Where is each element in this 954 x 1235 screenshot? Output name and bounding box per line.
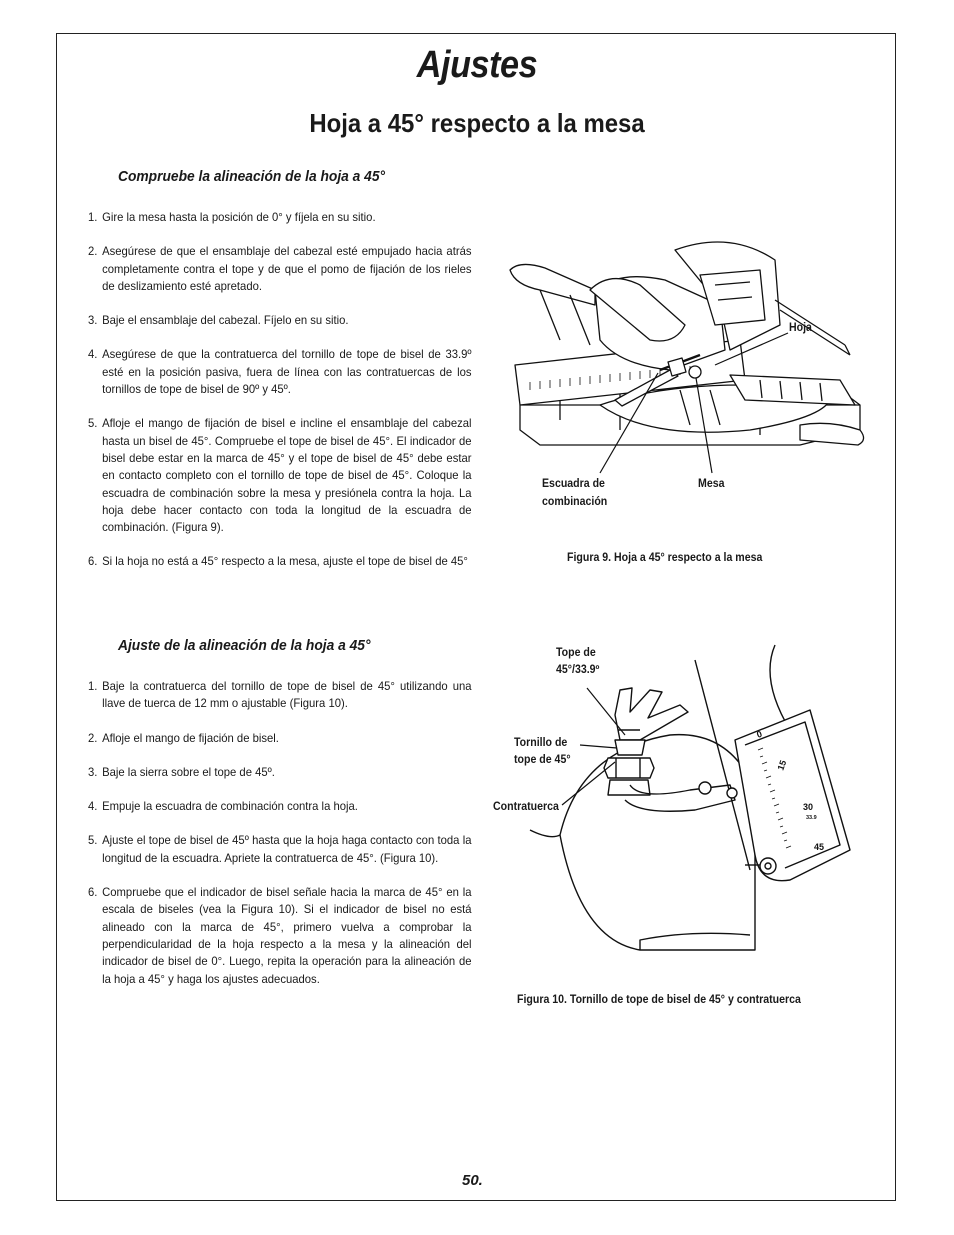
label-screw-line2: tope de 45° — [514, 754, 571, 766]
scale-label-33-9: 33.9 — [806, 815, 817, 821]
page-number: 50. — [462, 1172, 483, 1189]
section-heading-adjust: Ajuste de la alineación de la hoja a 45° — [118, 637, 371, 654]
list-item: 1. Baje la contratuerca del tornillo de tope de bisel de 45° utilizando una llave de tuerca de 12 mm o ajustable (Figura 10). — [88, 679, 472, 711]
scale-label-30: 30 — [803, 802, 814, 812]
adjust-steps-list — [88, 678, 472, 988]
figure-10-caption: Figura 10. Tornillo de tope de bisel de 45° y contratuerca — [517, 994, 801, 1006]
check-steps-list — [88, 209, 472, 571]
label-combination-square-line1: Escuadra de — [542, 478, 605, 490]
label-combination-square-line2: combinación — [542, 496, 608, 508]
scale-label-0: 0 — [755, 728, 764, 740]
list-item: 2. Afloje el mango de fijación de bisel. — [88, 730, 279, 745]
miter-saw-illustration — [500, 230, 870, 480]
list-item: 6. Compruebe que el indicador de bisel señale hacia la marca de 45° en la escala de biseles (vea la Figura 10). Si el indicador de bisel no está alineado con la marca de 45°, primero vuelva a comprobar la perpendicularidad de la hoja respecto a la mesa y la alineación del indicador de bisel de 0°. Luego, repita la operación para la alineación de la hoja a 45° y haga los ajustes adecuados. — [88, 885, 472, 986]
list-item: 4. Empuje la escuadra de combinación contra la hoja. — [88, 799, 358, 814]
scale-label-15: 15 — [775, 758, 789, 772]
list-item: 4. Asegúrese de que la contratuerca del tornillo de tope de bisel de 33.9º esté en la posición pasiva, fuera de línea con las contratuercas de los tornillos de tope de bisel de 90º y 45º. — [88, 347, 472, 397]
label-locknut: Contratuerca — [493, 801, 559, 813]
page-subtitle: Hoja a 45° respecto a la mesa — [309, 108, 645, 138]
list-item: 6. Si la hoja no está a 45° respecto a la mesa, ajuste el tope de bisel de 45° — [88, 554, 468, 569]
label-table: Mesa — [698, 478, 725, 490]
label-screw-line1: Tornillo de — [514, 737, 568, 749]
page-title: Ajustes — [416, 44, 538, 86]
label-blade: Hoja — [789, 322, 812, 334]
section-heading-check: Compruebe la alineación de la hoja a 45° — [118, 168, 386, 185]
figure-9-caption: Figura 9. Hoja a 45° respecto a la mesa — [567, 552, 763, 564]
list-item: 5. Ajuste el tope de bisel de 45º hasta que la hoja haga contacto con toda la longitud de la escuadra. Apriete la contratuerca de 45°. (Figura 10). — [88, 833, 472, 865]
scale-label-45: 45 — [814, 842, 825, 852]
label-stop-line1: Tope de — [556, 647, 596, 659]
label-stop-line2: 45°/33.9º — [556, 664, 600, 676]
list-item: 3. Baje la sierra sobre el tope de 45º. — [88, 764, 275, 779]
list-item: 1. Gire la mesa hasta la posición de 0° y fíjela en su sitio. — [88, 210, 376, 224]
list-item: 3. Baje el ensamblaje del cabezal. Fíjelo en su sitio. — [88, 313, 349, 328]
list-item: 5. Afloje el mango de fijación de bisel e incline el ensamblaje del cabezal hasta un bisel de 45°. Compruebe el tope de bisel de 45°. El indicador de bisel debe estar en la marca de 45° y el tope de bisel de 45° debe estar en contacto completo con el tornillo de tope de bisel de 45°. Coloque la escuadra de combinación sobre la mesa y presiónela contra la hoja. La hoja debe hacer contacto con toda la longitud de la escuadra de combinación. (Figura 9). — [88, 416, 472, 535]
list-item: 2. Asegúrese de que el ensamblaje del cabezal esté empujado hacia atrás completamente contra el tope y de que el pomo de fijación de los rieles de deslizamiento esté apretado. — [88, 244, 472, 293]
